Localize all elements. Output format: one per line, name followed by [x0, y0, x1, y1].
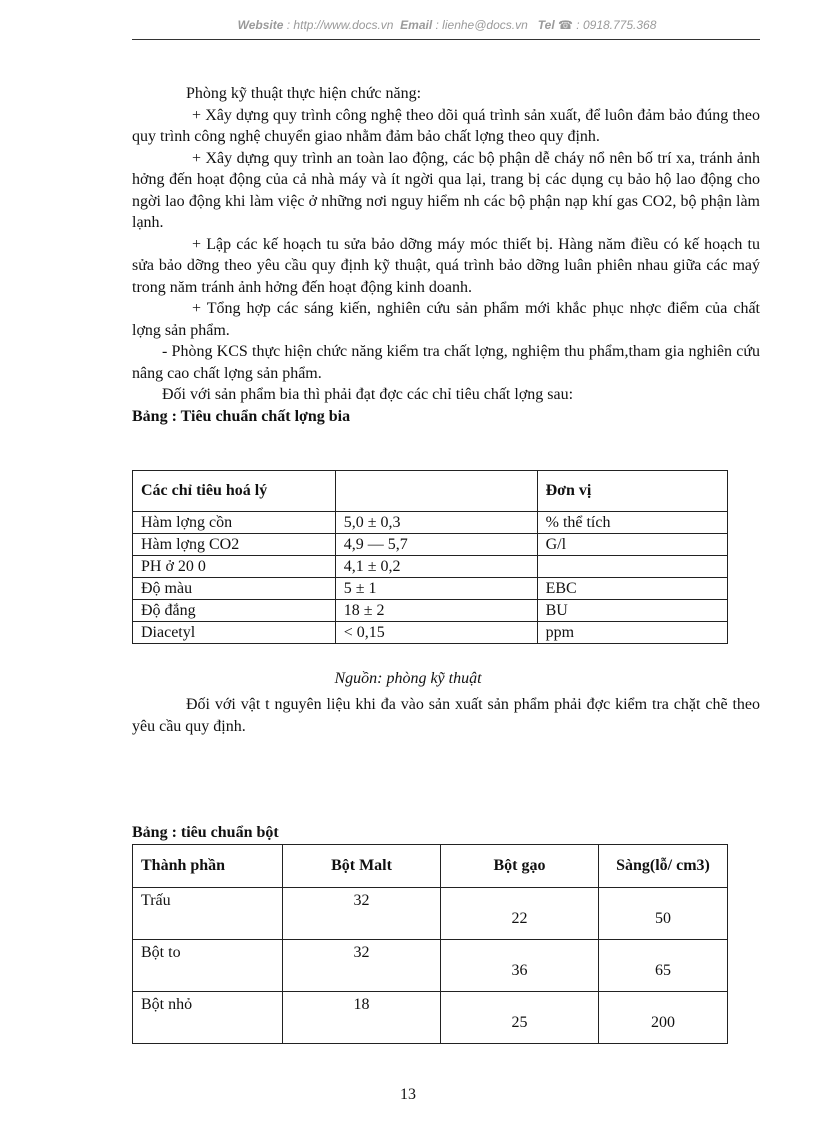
table-header-row — [133, 471, 728, 512]
website-value: : http://www.docs.vn — [286, 18, 394, 32]
table-row — [133, 940, 728, 992]
table-row — [133, 888, 728, 940]
table-header-cell: Sàng(lỗ/ cm3) — [599, 845, 728, 888]
table-row — [133, 992, 728, 1044]
table-cell: 18 — [283, 992, 441, 1044]
table-cell: Độ đắng — [133, 600, 336, 622]
table1-caption: Bảng : Tiêu chuẩn chất lợng bia — [132, 407, 351, 425]
table-header-cell: Bột gạo — [441, 845, 599, 888]
beer-quality-table — [132, 470, 728, 644]
table-source-note: Nguồn: phòng kỹ thuật — [334, 670, 482, 687]
table-cell: 32 — [283, 940, 441, 992]
table-cell: 5,0 ± 0,3 — [335, 512, 537, 534]
table-header-cell: Đơn vị — [537, 471, 727, 512]
tel-label: Tel — [537, 18, 555, 32]
email-label: Email — [400, 18, 433, 32]
table-cell: < 0,15 — [335, 622, 537, 644]
table-cell: G/l — [537, 534, 727, 556]
paragraph-intro: Phòng kỹ thuật thực hiện chức năng: — [186, 85, 422, 102]
flour-standard-table — [132, 844, 728, 1044]
table2-caption: Bảng : tiêu chuẩn bột — [132, 824, 279, 841]
paragraph-item-1: + Xây dựng quy trình công nghệ theo dõi quá trình sản xuất, để luôn đảm bảo đúng theo quy trình công nghệ chuyển giao nhằm đảm bảo chất lợng theo quy định. — [132, 106, 760, 145]
table-cell: 5 ± 1 — [335, 578, 537, 600]
table-row — [133, 622, 728, 644]
table-row — [133, 556, 728, 578]
paragraph-item-3: + Lập các kế hoạch tu sửa bảo dỡng máy móc thiết bị. Hàng năm điều có kế hoạch tu sửa bảo dỡng theo yêu cầu quy định kỹ thuật, quá trình bảo dỡng luân phiên nhau giữa các maý trong năm tránh ảnh hởng đến hoạt động kinh doanh. — [132, 235, 760, 296]
paragraph-item-2: + Xây dựng quy trình an toàn lao động, các bộ phận dễ cháy nổ nên bố trí xa, tránh ảnh hởng đến hoạt động của cả nhà máy và ít ngời qua lại, trang bị các dụng cụ bảo hộ lao động cho ngời lao động khi làm việc ở những nơi nguy hiểm nh các bộ phận nạp khí gas CO2, bộ phận làm lạnh. — [132, 149, 760, 231]
table-cell: 4,9 — 5,7 — [335, 534, 537, 556]
table-cell: Bột nhỏ — [133, 992, 283, 1044]
table-cell: Hàm lợng cồn — [133, 512, 336, 534]
table-header-cell: Các chỉ tiêu hoá lý — [133, 471, 336, 512]
table-cell: BU — [537, 600, 727, 622]
email-value: : lienhe@docs.vn — [435, 18, 528, 32]
table-row — [133, 600, 728, 622]
tel-value: ☎ : 0918.775.368 — [558, 18, 657, 32]
table-cell: 200 — [599, 992, 728, 1044]
table-row — [133, 534, 728, 556]
header-divider — [132, 39, 760, 40]
table-header-cell — [335, 471, 537, 512]
table-cell: 36 — [441, 940, 599, 992]
table-row — [133, 512, 728, 534]
table-cell: 32 — [283, 888, 441, 940]
table-cell: 25 — [441, 992, 599, 1044]
table-cell: 50 — [599, 888, 728, 940]
table-cell: 22 — [441, 888, 599, 940]
table-cell: 18 ± 2 — [335, 600, 537, 622]
table-cell: 4,1 ± 0,2 — [335, 556, 537, 578]
table-cell: Bột to — [133, 940, 283, 992]
table-cell: EBC — [537, 578, 727, 600]
body-text-2 — [132, 694, 760, 738]
table-cell: % thể tích — [537, 512, 727, 534]
table-header-cell: Bột Malt — [283, 845, 441, 888]
table-cell: Diacetyl — [133, 622, 336, 644]
paragraph-beer: Đối với sản phẩm bia thì phải đạt đợc các chỉ tiêu chất lợng sau: — [162, 386, 574, 403]
table-cell: 65 — [599, 940, 728, 992]
table-cell: ppm — [537, 622, 727, 644]
page-number: 13 — [400, 1086, 416, 1103]
website-label: Website — [237, 18, 284, 32]
table-cell: Trấu — [133, 888, 283, 940]
paragraph-materials: Đối với vật t nguyên liệu khi đa vào sản xuất sản phẩm phải đợc kiểm tra chặt chẽ theo yêu cầu quy định. — [132, 696, 760, 735]
table-cell: Hàm lợng CO2 — [133, 534, 336, 556]
table-cell: PH ở 20 0 — [133, 556, 336, 578]
page-header — [132, 18, 762, 32]
table-header-cell: Thành phần — [133, 845, 283, 888]
table-cell — [537, 556, 727, 578]
table-header-row — [133, 845, 728, 888]
table-cell: Độ màu — [133, 578, 336, 600]
paragraph-kcs: - Phòng KCS thực hiện chức năng kiểm tra chất lợng, nghiệm thu phẩm,tham gia nghiên cứu nâng cao chất lợng sản phẩm. — [132, 343, 760, 382]
body-text — [132, 83, 760, 427]
table-row — [133, 578, 728, 600]
paragraph-item-4: + Tổng hợp các sáng kiến, nghiên cứu sản phẩm mới khắc phục nhợc điểm của chất lợng sản phẩm. — [132, 300, 760, 339]
